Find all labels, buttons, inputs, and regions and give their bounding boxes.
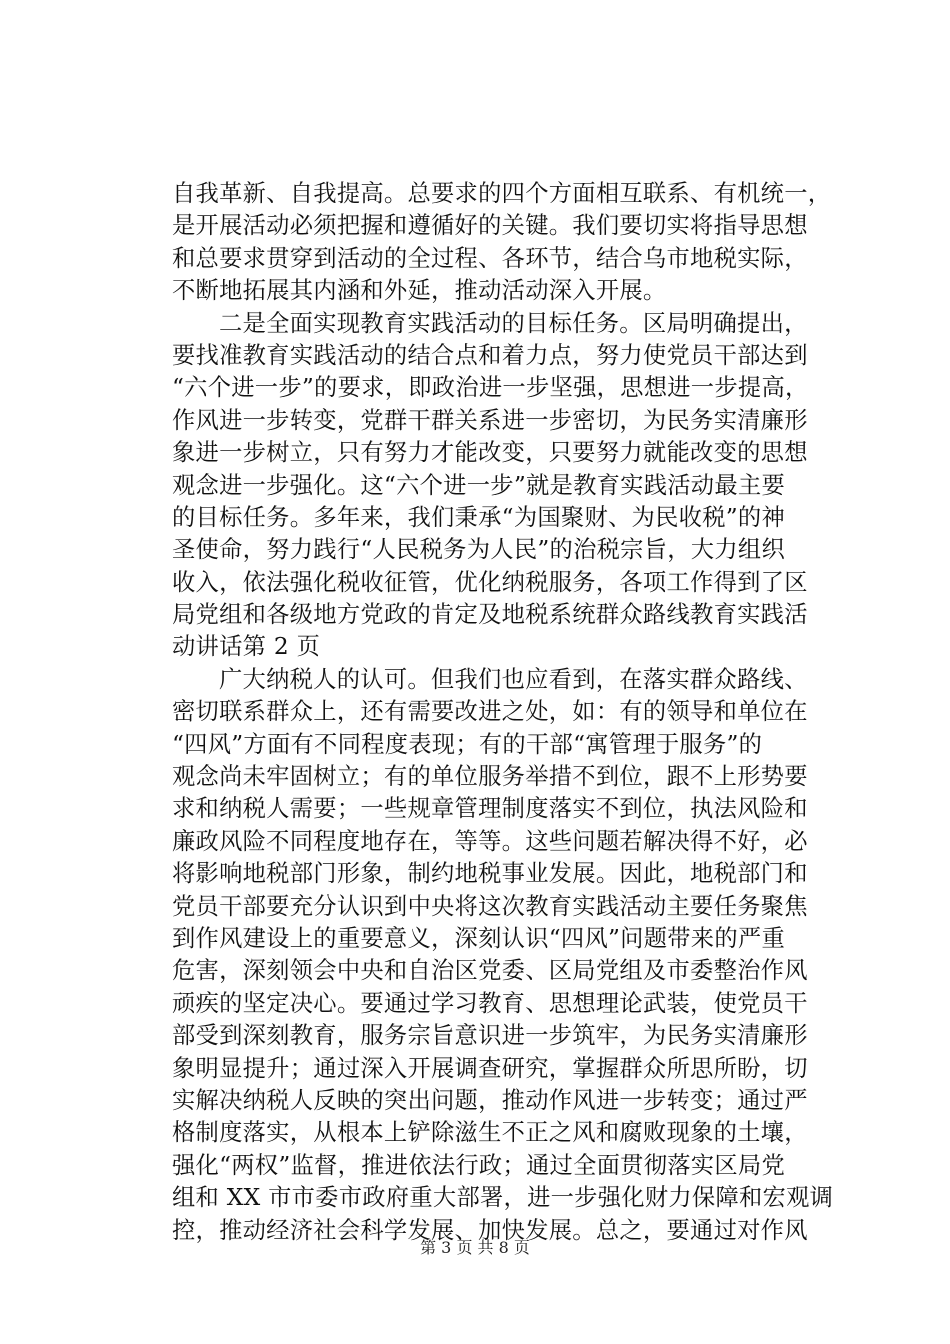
text-line: 顽疾的坚定决心。要通过学习教育、思想理论武装，使党员干 — [172, 989, 808, 1017]
text-line: 组和 XX 市市委市政府重大部署，进一步强化财力保障和宏观调 — [172, 1184, 834, 1212]
text-line: 部受到深刻教育，服务宗旨意识进一步筑牢，为民务实清廉形 — [172, 1022, 808, 1050]
text-line: 求和纳税人需要；一些规章管理制度落实不到位，执法风险和 — [172, 795, 808, 823]
text-line: 象进一步树立，只有努力才能改变，只要努力就能改变的思想 — [172, 439, 808, 467]
text-line: 密切联系群众上，还有需要改进之处，如：有的领导和单位在 — [172, 698, 808, 726]
document-body — [172, 178, 862, 1247]
text-line: 控，推动经济社会科学发展、加快发展。总之，要通过对作风 — [172, 1216, 808, 1244]
text-line: 自我革新、自我提高。总要求的四个方面相互联系、有机统一， — [172, 180, 832, 207]
text-line: 的目标任务。多年来，我们秉承“为国聚财、为民收税”的神 — [172, 503, 785, 531]
text-line: 党员干部要充分认识到中央将这次教育实践活动主要任务聚焦 — [172, 892, 808, 920]
text-line: 圣使命，努力践行“人民税务为人民”的治税宗旨，大力组织 — [172, 536, 785, 564]
text-line: 作风进一步转变，党群干群关系进一步密切，为民务实清廉形 — [172, 406, 808, 434]
text-line: 不断地拓展其内涵和外延，推动活动深入开展。 — [172, 277, 667, 305]
text-line: 象明显提升；通过深入开展调查研究，掌握群众所思所盼，切 — [172, 1054, 808, 1082]
text-line: 动讲话第 2 页 — [172, 633, 321, 661]
text-line: 危害，深刻领会中央和自治区党委、区局党组及市委整治作风 — [172, 957, 808, 985]
text-line: 和总要求贯穿到活动的全过程、各环节，结合乌市地税实际， — [172, 244, 808, 272]
text-line: 二是全面实现教育实践活动的目标任务。区局明确提出， — [219, 309, 808, 337]
page-footer: 第 3 页 共 8 页 — [420, 1238, 530, 1257]
text-line: 强化“两权”监督，推进依法行政；通过全面贯彻落实区局党 — [172, 1151, 785, 1179]
text-line: 格制度落实，从根本上铲除滋生不正之风和腐败现象的土壤， — [172, 1119, 808, 1147]
text-line: 收入，依法强化税收征管，优化纳税服务，各项工作得到了区 — [172, 568, 808, 596]
text-line: 廉政风险不同程度地存在，等等。这些问题若解决得不好，必 — [172, 827, 808, 855]
text-line: “四风”方面有不同程度表现；有的干部“寓管理于服务”的 — [172, 730, 763, 758]
text-line: 要找准教育实践活动的结合点和着力点，努力使党员干部达到 — [172, 341, 808, 369]
text-line: 观念进一步强化。这“六个进一步”就是教育实践活动最主要 — [172, 471, 785, 499]
text-line: “六个进一步”的要求，即政治进一步坚强，思想进一步提高， — [172, 374, 809, 402]
text-line: 实解决纳税人反映的突出问题，推动作风进一步转变；通过严 — [172, 1086, 808, 1114]
text-line: 广大纳税人的认可。但我们也应看到，在落实群众路线、 — [219, 665, 808, 693]
text-line: 将影响地税部门形象，制约地税事业发展。因此，地税部门和 — [172, 860, 808, 888]
text-line: 是开展活动必须把握和遵循好的关键。我们要切实将指导思想 — [172, 212, 808, 240]
text-line: 局党组和各级地方党政的肯定及地税系统群众路线教育实践活 — [172, 601, 808, 629]
text-line: 观念尚未牢固树立；有的单位服务举措不到位，跟不上形势要 — [172, 763, 808, 791]
text-line: 到作风建设上的重要意义，深刻认识“四风”问题带来的严重 — [172, 924, 785, 952]
